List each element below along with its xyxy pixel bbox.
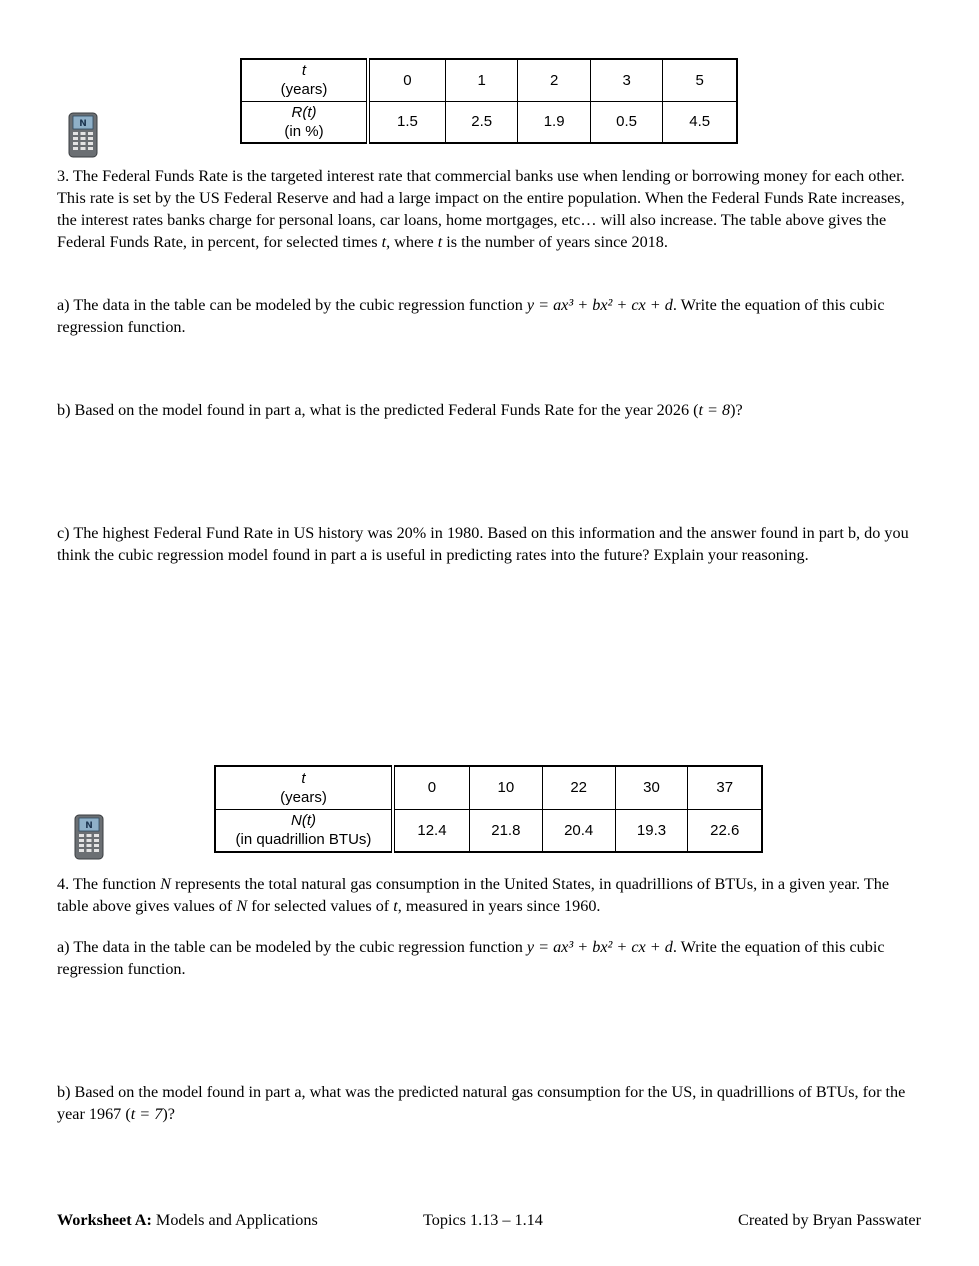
question-3-intro — [57, 165, 923, 253]
federal-funds-table — [240, 58, 738, 144]
footer-topics: Topics 1.13 – 1.14 — [423, 1211, 543, 1229]
cubic-equation: y = ax³ + bx² + cx + d — [526, 938, 673, 956]
n-unit: (in quadrillion BTUs) — [235, 831, 372, 849]
table-cell: 3 — [590, 59, 662, 101]
t-variable: t — [301, 62, 307, 80]
table-cell: 4.5 — [663, 101, 737, 143]
table-cell: 1 — [445, 59, 517, 101]
q3-text: , where — [386, 233, 438, 251]
q3c-text: c) The highest Federal Fund Rate in US history was 20% in 1980. Based on this information and the answer found in part b, do you think the cubic regression model found in part a is useful in predicting rates into the future? Explain your reasoning. — [57, 524, 909, 564]
table-cell: 1.9 — [518, 101, 590, 143]
table-cell: 5 — [663, 59, 737, 101]
q4a-text: a) The data in the table can be modeled by the cubic regression function — [57, 938, 527, 956]
question-4-intro — [57, 873, 923, 917]
q3b-text: )? — [730, 401, 743, 419]
q3a-text: a) The data in the table can be modeled by the cubic regression function — [57, 296, 527, 314]
footer-credit: Created by Bryan Passwater — [738, 1211, 921, 1229]
table-cell: 19.3 — [615, 809, 688, 852]
table-row — [241, 101, 737, 143]
q4b-text: )? — [162, 1105, 175, 1123]
table-row — [215, 766, 762, 809]
table-cell: 22.6 — [688, 809, 762, 852]
t-variable: t — [301, 769, 306, 787]
table-cell: 37 — [688, 766, 762, 809]
n-variable: N(t) — [291, 812, 316, 830]
table-cell: 12.4 — [393, 809, 469, 852]
table-header-cell — [215, 766, 393, 809]
table-cell: 0 — [368, 59, 445, 101]
svg-text:N: N — [85, 821, 93, 831]
footer-worksheet — [57, 1211, 318, 1230]
q3-text: is the number of years since 2018. — [442, 233, 668, 251]
table-row — [241, 59, 737, 101]
question-3c — [57, 522, 923, 566]
q3-text: 3. The Federal Funds Rate is the targeted interest rate that commercial banks use when lending or borrowing money for each other. This rate is set by the US Federal Reserve and had a large impact on the entire population. When the Federal Funds Rate increases, the interest rates banks charge for personal loans, car loans, home mortgages, etc… will also increase. The table above gives the Federal Funds Rate, in percent, for selected times — [57, 167, 905, 251]
table-cell: 20.4 — [542, 809, 615, 852]
table-cell: 0 — [393, 766, 469, 809]
t-unit: (years) — [280, 81, 328, 99]
t-variable: t — [437, 233, 443, 251]
table-cell: 10 — [469, 766, 542, 809]
question-3b — [57, 399, 923, 421]
table-cell: 2 — [518, 59, 590, 101]
table-cell: 0.5 — [590, 101, 662, 143]
calculator-icon — [68, 112, 98, 158]
table-cell: 1.5 — [368, 101, 445, 143]
q4a-text: . Write the equation of this cubic regression function. — [57, 938, 885, 978]
t-variable: t — [381, 233, 387, 251]
t-variable: t — [393, 897, 398, 915]
table-cell: 22 — [542, 766, 615, 809]
q4-text: for selected values of — [247, 897, 394, 915]
table-row — [215, 809, 762, 852]
table-header-cell — [241, 101, 368, 143]
footer-worksheet-title: Models and Applications — [151, 1211, 318, 1229]
cubic-equation: y = ax³ + bx² + cx + d — [526, 296, 673, 314]
t-equation: t = 7 — [130, 1105, 163, 1123]
q3b-text: b) Based on the model found in part a, what is the predicted Federal Funds Rate for the year 2026 ( — [57, 401, 699, 419]
q4-text: represents the total natural gas consumption in the United States, in quadrillions of BTUs, in a given year. The table above gives values of — [57, 875, 890, 915]
q4-text: 4. The function — [57, 875, 161, 893]
table-header-cell — [215, 809, 393, 852]
table-header-cell — [241, 59, 368, 101]
q4b-text: b) Based on the model found in part a, what was the predicted natural gas consumption for the US, in quadrillions of BTUs, for the year 1967 ( — [57, 1083, 906, 1123]
question-4b — [57, 1081, 923, 1125]
t-equation: t = 8 — [698, 401, 731, 419]
question-4a — [57, 936, 923, 980]
n-variable: N — [236, 897, 248, 915]
svg-text:N: N — [79, 119, 87, 129]
natural-gas-table — [214, 765, 763, 853]
table-cell: 30 — [615, 766, 688, 809]
calculator-icon — [74, 814, 104, 860]
n-variable: N — [160, 875, 171, 893]
table-cell: 2.5 — [445, 101, 517, 143]
table-cell: 21.8 — [469, 809, 542, 852]
footer-worksheet-label: Worksheet A: — [57, 1211, 152, 1229]
r-variable: R(t) — [291, 103, 317, 121]
r-unit: (in %) — [284, 122, 324, 140]
q3a-text: . Write the equation of this cubic regression function. — [57, 296, 885, 336]
q4-text: , measured in years since 1960. — [397, 897, 601, 915]
question-3a — [57, 294, 923, 338]
t-unit: (years) — [280, 788, 327, 806]
